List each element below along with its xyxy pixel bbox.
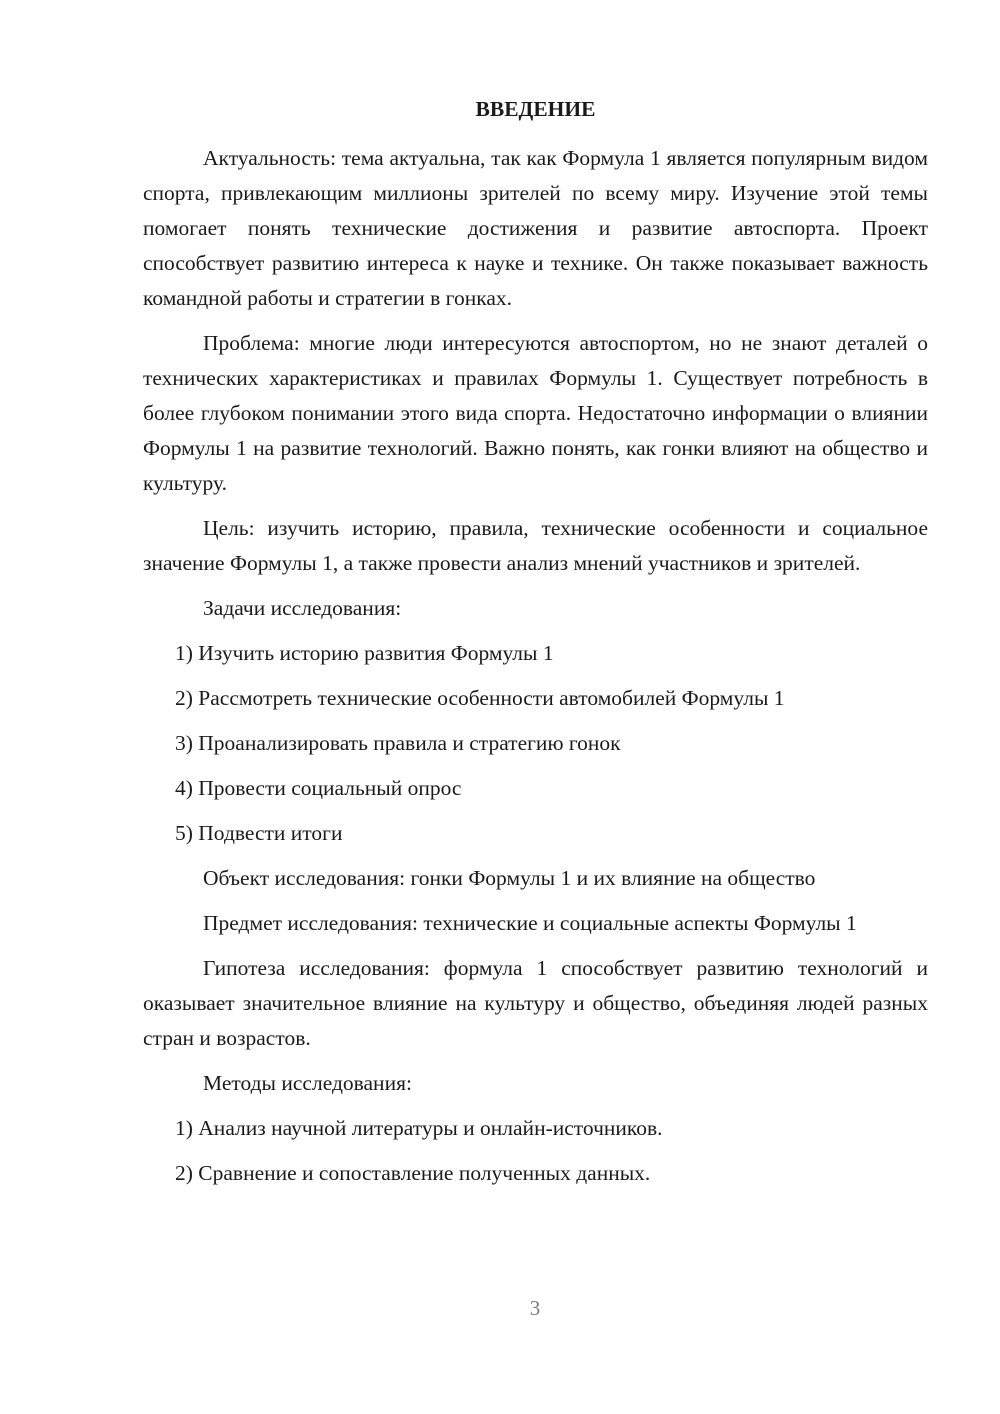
problem-paragraph: Проблема: многие люди интересуются автоспортом, но не знают деталей о технических характеристиках и правилах Формулы 1. Существует потребность в более глубоком понимании этого вида спорта. Недостаточно информации о влиянии Формулы 1 на развитие технологий. Важно понять, как гонки влияют на общество и культуру. <box>143 331 928 495</box>
tasks-list <box>143 636 928 851</box>
tasks-title: Задачи исследования: <box>203 596 402 620</box>
list-item: 2) Сравнение и сопоставление полученных данных. <box>175 1161 651 1185</box>
goal-paragraph: Цель: изучить историю, правила, технические особенности и социальное значение Формулы 1, а также провести анализ мнений участников и зрителей. <box>143 516 928 575</box>
page-number: 3 <box>529 1296 541 1320</box>
object-paragraph: Объект исследования: гонки Формулы 1 и их влияние на общество <box>203 866 816 890</box>
list-item: 3) Проанализировать правила и стратегию гонок <box>175 731 621 755</box>
list-item: 2) Рассмотреть технические особенности автомобилей Формулы 1 <box>175 686 785 710</box>
section-heading: ВВЕДЕНИЕ <box>475 97 596 121</box>
subject-paragraph: Предмет исследования: технические и социальные аспекты Формулы 1 <box>203 911 857 935</box>
methods-list <box>143 1111 928 1191</box>
document-page <box>143 92 928 1201</box>
list-item: 5) Подвести итоги <box>175 821 343 845</box>
list-item: 1) Изучить историю развития Формулы 1 <box>175 641 554 665</box>
relevance-paragraph: Актуальность: тема актуальна, так как Формула 1 является популярным видом спорта, привлекающим миллионы зрителей по всему миру. Изучение этой темы помогает понять технические достижения и развитие автоспорта. Проект способствует развитию интереса к науке и технике. Он также показывает важность командной работы и стратегии в гонках. <box>143 146 928 310</box>
methods-title: Методы исследования: <box>203 1071 412 1095</box>
list-item: 4) Провести социальный опрос <box>175 776 462 800</box>
hypothesis-paragraph: Гипотеза исследования: формула 1 способствует развитию технологий и оказывает значительное влияние на культуру и общество, объединяя людей разных стран и возрастов. <box>143 956 928 1050</box>
list-item: 1) Анализ научной литературы и онлайн-источников. <box>175 1116 663 1140</box>
